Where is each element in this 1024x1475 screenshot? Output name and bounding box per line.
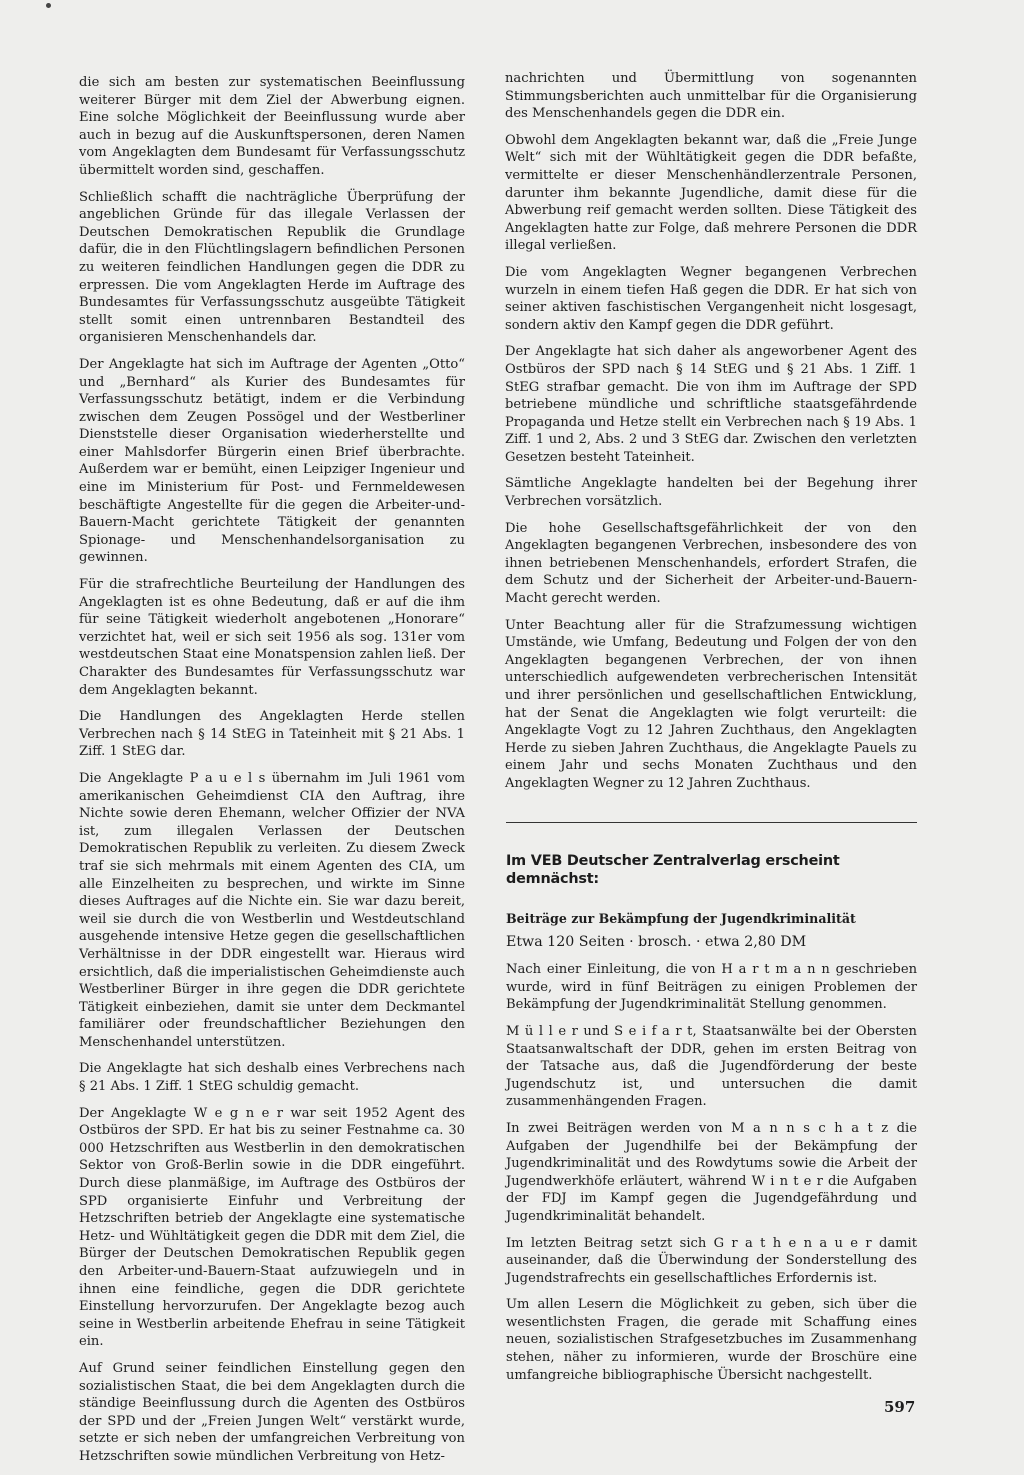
section-divider [506, 822, 917, 823]
left-paragraph: Die Angeklagte hat sich deshalb eines Verbrechens nach § 21 Abs. 1 Ziff. 1 StEG schuldig gemacht. [79, 1061, 465, 1095]
right-paragraph: Obwohl dem Angeklagten bekannt war, daß die „Freie Junge Welt“ sich mit der Wühltätigkeit gegen die DDR befaßte, vermittelte er dieser Menschenhändlerzentrale Personen, darunter ihm bekannte Jugendliche, damit diese für die Abwerbung reif gemacht werden sollten. Diese Tätigkeit des Angeklagten hatte zur Folge, daß mehrere Personen die DDR illegal verließen. [505, 132, 917, 254]
left-column [79, 74, 465, 1475]
left-paragraph: Der Angeklagte hat sich im Auftrage der Agenten „Otto“ und „Bernhard“ als Kurier des Bundesamtes für Verfassungsschutz betätigt, indem er die Verbindung zwischen dem Zeugen Possögel und der Westberliner Dienststelle dieser Organisation wiederherstellte und einer Mahlsdorfer Bürgerin einen Brief überbrachte. Außerdem war er bemüht, einen Leipziger Ingenieur und eine im Ministerium für Post- und Fernmeldewesen beschäftigte Angestellte für die gegen die Arbeiter-und-Bauern-Macht gerichtete Tätigkeit der genannten Spionage- und Menschenhandelsorganisation zu gewinnen. [79, 356, 465, 566]
book-title: Beiträge zur Bekämpfung der Jugendkriminalität [506, 911, 856, 926]
left-paragraph: Der Angeklagte W e g n e r war seit 1952 Agent des Ostbüros der SPD. Er hat bis zu seiner Festnahme ca. 30 000 Hetzschriften aus Westberlin in den demokratischen Sektor von Groß-Berlin sowie in die DDR eingeführt. Durch diese planmäßige, im Auftrage des Ostbüros der SPD organisierte Einfuhr und Verbreitung der Hetzschriften betrieb der Angeklagte eine systematische Hetz- und Wühltätigkeit gegen die DDR mit dem Ziel, die Bürger der Deutschen Demokratischen Republik gegen den Arbeiter-und-Bauern-Staat aufzuwiegeln und in ihnen eine feindliche, gegen die DDR gerichtete Einstellung hervorzurufen. Der Angeklagte bezog auch seine in Westberlin arbeitende Ehefrau in seine Tätigkeit ein. [79, 1105, 465, 1350]
right-column [505, 70, 917, 802]
book-meta: Etwa 120 Seiten · brosch. · etwa 2,80 DM [506, 933, 807, 950]
left-paragraph: Für die strafrechtliche Beurteilung der Handlungen des Angeklagten ist es ohne Bedeutung, daß er auf die ihm für seine Tätigkeit wiederholt angebotenen „Honorare“ verzichtet hat, weil er sich seit 1956 als sog. 131er vom westdeutschen Staat eine Monatspension zahlen ließ. Der Charakter des Bundesamtes für Verfassungsschutz war dem Angeklagten bekannt. [79, 577, 465, 698]
right-paragraph: Der Angeklagte hat sich daher als angeworbener Agent des Ostbüros der SPD nach § 14 StEG und § 21 Abs. 1 Ziff. 1 StEG strafbar gemacht. Die von ihm im Auftrage der SPD betriebene mündliche und schriftliche staatsgefährdende Propaganda und Hetze stellt ein Verbrechen nach § 19 Abs. 1 Ziff. 1 und 2, Abs. 2 und 3 StEG dar. Zwischen den verletzten Gesetzen besteht Tateinheit. [505, 344, 917, 465]
page-number: 597 [884, 1398, 916, 1416]
left-paragraph: Schließlich schafft die nachträgliche Überprüfung der angeblichen Gründe für das illegale Verlassen der Deutschen Demokratischen Republik die Grundlage dafür, die in den Flüchtlingslagern befindlichen Personen zu weiteren feindlichen Handlungen gegen die DDR zu erpressen. Die vom Angeklagten Herde im Auftrage des Bundesamtes für Verfassungsschutz ausgeübte Tätigkeit stellt somit einen untrennbaren Bestandteil des organisieren Menschenhandels dar. [79, 189, 465, 346]
announcement-paragraph: Nach einer Einleitung, die von H a r t m a n n geschrieben wurde, wird in fünf Beiträgen zu einigen Problemen der Bekämpfung der Jugendkriminalität Stellung genommen. [506, 962, 917, 1013]
publisher-announcement [506, 852, 917, 1393]
left-paragraph: Auf Grund seiner feindlichen Einstellung gegen den sozialistischen Staat, die bei dem Angeklagten durch die ständige Beeinflussung durch die Agenten des Ostbüros der SPD und der „Freien Jungen Welt“ verstärkt wurde, setzte er sich neben der umfangreichen Verbreitung von Hetzschriften sowie mündlichen Verbreitung von Hetz- [79, 1360, 465, 1464]
announcement-paragraph: M ü l l e r und S e i f a r t, Staatsanwälte bei der Obersten Staatsanwaltschaft der DDR, gehen im ersten Beitrag von der Tatsache aus, daß die Jugendförderung der beste Jugendschutz ist, und untersuchen die damit zusammenhängenden Fragen. [506, 1023, 917, 1110]
announcement-paragraph: Im letzten Beitrag setzt sich G r a t h e n a u e r damit auseinander, daß die Überwindung der Sonderstellung des Jugendstrafrechts ein gesellschaftliches Erfordernis ist. [506, 1235, 917, 1286]
announcement-heading: Im VEB Deutscher Zentralverlag erscheint demnächst: [506, 853, 840, 887]
right-paragraph: Sämtliche Angeklagte handelten bei der Begehung ihrer Verbrechen vorsätzlich. [505, 476, 917, 510]
left-paragraph: Die Handlungen des Angeklagten Herde stellen Verbrechen nach § 14 StEG in Tateinheit mit § 21 Abs. 1 Ziff. 1 StEG dar. [79, 709, 465, 760]
right-paragraph: nachrichten und Übermittlung von sogenannten Stimmungsberichten auch unmittelbar für die Organisierung des Menschenhandels gegen die DDR ein. [505, 71, 917, 122]
announcement-paragraph: Um allen Lesern die Möglichkeit zu geben, sich über die wesentlichsten Fragen, die gerade mit Schaffung eines neuen, sozialistischen Strafgesetzbuches im Zusammenhang stehen, näher zu informieren, wurde der Broschüre eine umfangreiche bibliographische Übersicht nachgestellt. [506, 1297, 917, 1383]
left-paragraph: Die Angeklagte P a u e l s übernahm im Juli 1961 vom amerikanischen Geheimdienst CIA den Auftrag, ihre Nichte sowie deren Ehemann, welcher Offizier der NVA ist, zum illegalen Verlassen der Deutschen Demokratischen Republik zu verleiten. Zu diesem Zweck traf sie sich mehrmals mit einem Agenten des CIA, um alle Einzelheiten zu besprechen, und wirkte im Sinne dieses Auftrages auf die Nichte ein. Sie war dazu bereit, weil sie durch die von Westberlin und Westdeutschland ausgehende intensive Hetze gegen die gesellschaftlichen Verhältnisse in der DDR eingestellt war. Hieraus wird ersichtlich, daß die imperialistischen Geheimdienste auch Westberliner Bürger in ihre gegen die DDR gerichtete Tätigkeit einbeziehen, damit sie unter dem Deckmantel familiärer oder freundschaftlicher Beziehungen den Menschenhandel unterstützen. [79, 770, 465, 1050]
print-mark [46, 3, 51, 8]
right-paragraph: Die hohe Gesellschaftsgefährlichkeit der von den Angeklagten begangenen Verbrechen, insbesondere des von ihnen betriebenen Menschenhandels, erfordert Strafen, die dem Schutz und der Sicherheit der Arbeiter-und-Bauern-Macht gerecht werden. [505, 520, 917, 607]
announcement-paragraph: In zwei Beiträgen werden von M a n n s c h a t z die Aufgaben der Jugendhilfe bei der Bekämpfung der Jugendkriminalität und des Rowdytums sowie die Arbeit der Jugendwerkhöfe erläutert, während W i n t e r die Aufgaben der FDJ im Kampf gegen die Jugendgefährdung und Jugendkriminalität behandelt. [506, 1120, 917, 1224]
right-paragraph: Unter Beachtung aller für die Strafzumessung wichtigen Umstände, wie Umfang, Bedeutung und Folgen der von den Angeklagten begangenen Verbrechen, der von ihnen unterschiedlich aufgewendeten verbrecherischen Intensität und ihrer persönlichen und gesellschaftlichen Entwicklung, hat der Senat die Angeklagten wie folgt verurteilt: die Angeklagte Vogt zu 12 Jahren Zuchthaus, den Angeklagten Herde zu sieben Jahren Zuchthaus, die Angeklagte Pauels zu einem Jahr und sechs Monaten Zuchthaus und den Angeklagten Wegner zu 12 Jahren Zuchthaus. [505, 617, 917, 791]
right-paragraph: Die vom Angeklagten Wegner begangenen Verbrechen wurzeln in einem tiefen Haß gegen die DDR. Er hat sich von seiner aktiven faschistischen Vergangenheit nicht losgesagt, sondern aktiv den Kampf gegen die DDR geführt. [505, 264, 917, 333]
left-paragraph: die sich am besten zur systematischen Beeinflussung weiterer Bürger mit dem Ziel der Abwerbung eignen. Eine solche Möglichkeit der Beeinflussung wurde aber auch in bezug auf die Auskunftspersonen, deren Namen vom Angeklagten dem Bundesamt für Verfassungsschutz übermittelt worden sind, geschaffen. [79, 75, 465, 178]
